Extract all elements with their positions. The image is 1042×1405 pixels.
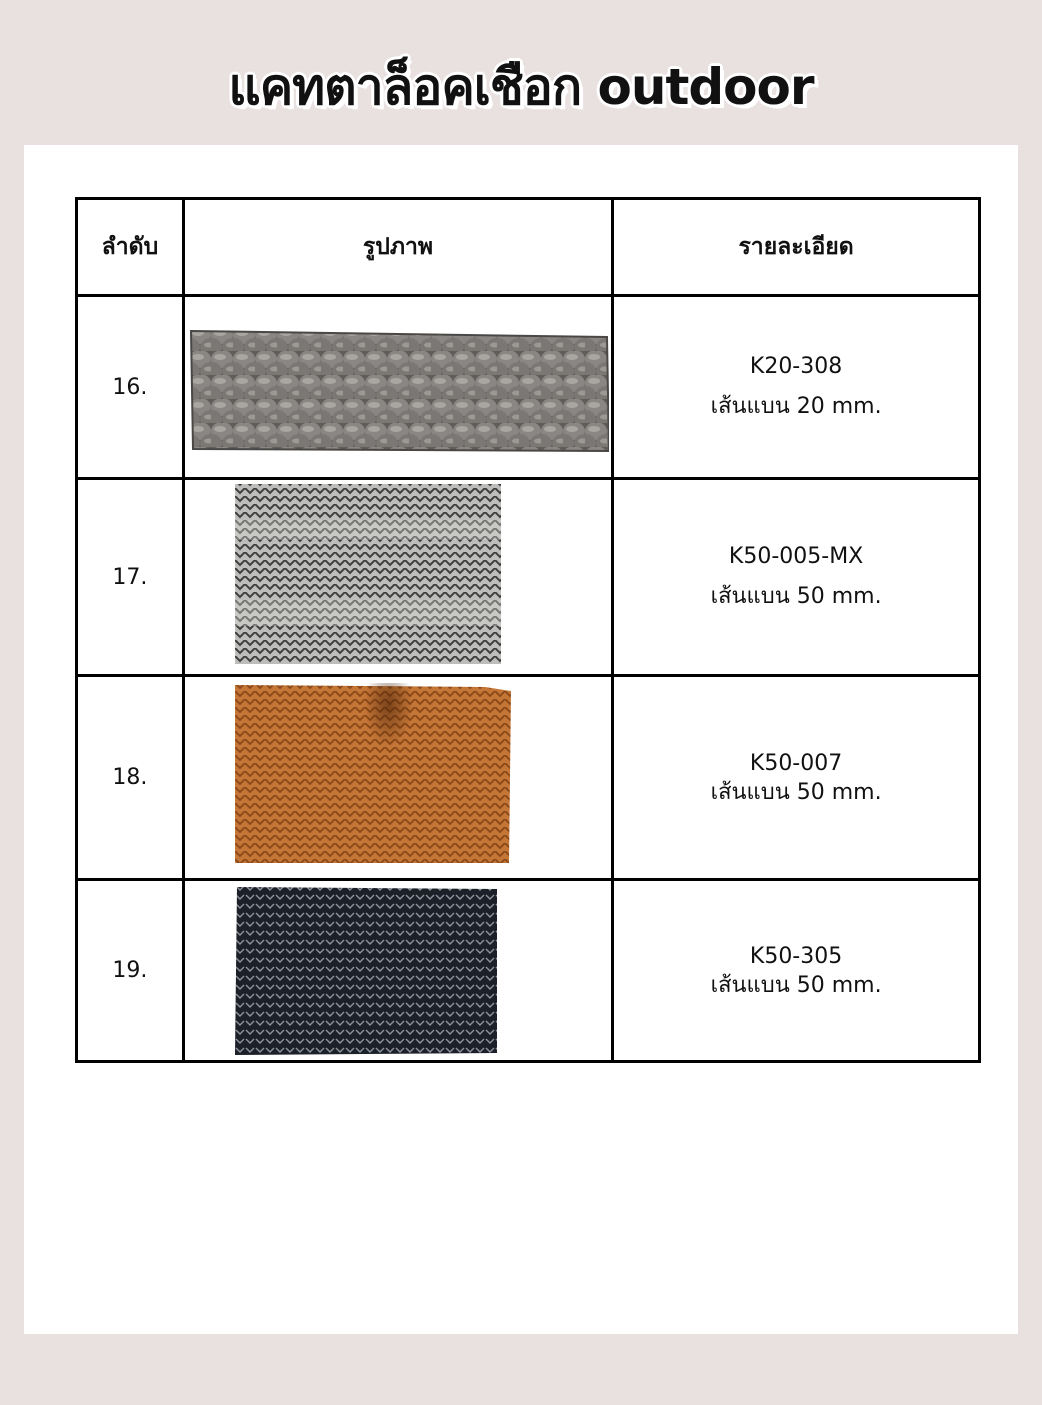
details-cell	[613, 880, 980, 1062]
details-cell	[613, 676, 980, 880]
knit-webbing-navy-image	[235, 885, 501, 1057]
table-row	[77, 676, 980, 880]
knit-webbing-orange-image	[235, 683, 511, 865]
knit-webbing-gray-mix-image	[235, 480, 501, 666]
header-image: รูปภาพ	[183, 199, 612, 296]
table-row	[77, 479, 980, 676]
product-code: K50-005-MX	[728, 544, 864, 569]
product-code: K20-308	[749, 354, 843, 379]
product-code: K50-305	[749, 943, 843, 969]
product-description: เส้นแบน 50 mm.	[710, 972, 882, 998]
row-number: 16.	[77, 296, 184, 479]
page-title: แคทตาล็อคเชือก outdoor	[228, 58, 814, 116]
row-number: 17.	[77, 479, 184, 676]
table-header-row	[77, 199, 980, 296]
image-cell	[183, 479, 612, 676]
row-number: 19.	[77, 880, 184, 1062]
catalog-table	[75, 197, 981, 1063]
braided-cord-gray-image	[189, 327, 609, 455]
image-cell	[183, 676, 612, 880]
table-row	[77, 880, 980, 1062]
details-cell	[613, 296, 980, 479]
product-description: เส้นแบน 50 mm.	[710, 779, 882, 805]
details-cell	[613, 479, 980, 676]
image-cell	[183, 296, 612, 479]
row-number: 18.	[77, 676, 184, 880]
header-details: รายละเอียด	[613, 199, 980, 296]
product-description: เส้นแบน 50 mm.	[710, 584, 882, 609]
catalog-sheet	[24, 145, 1018, 1334]
product-description: เส้นแบน 20 mm.	[710, 394, 882, 419]
image-cell	[183, 880, 612, 1062]
header-number: ลำดับ	[77, 199, 184, 296]
product-code: K50-007	[749, 750, 843, 776]
table-row	[77, 296, 980, 479]
